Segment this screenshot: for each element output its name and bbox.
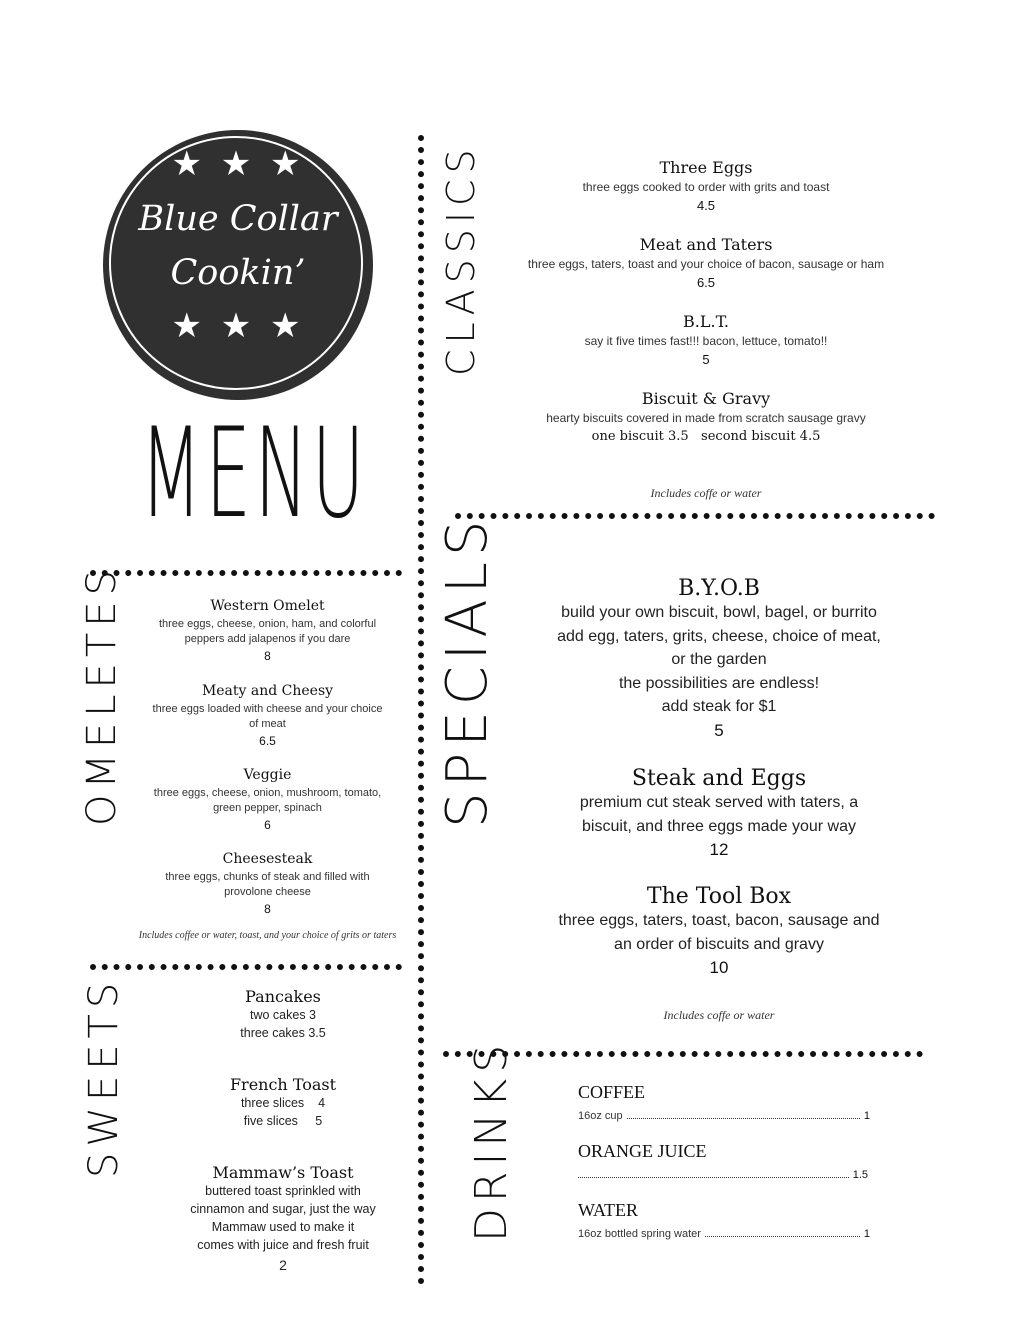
item-price: 10 [709, 958, 729, 977]
item-price: 5 [714, 720, 724, 740]
item-desc: three eggs, taters, toast and your choice of bacon, sausage or ham [527, 257, 885, 271]
item-name: Western Omelet [210, 598, 325, 614]
drink-coffee [578, 1082, 870, 1122]
item-name: Mammaw’s Toast [212, 1163, 354, 1182]
item-price: 6.5 [696, 275, 716, 290]
item-desc: 16oz cup [578, 1110, 623, 1122]
menu-title: MENU [140, 402, 368, 546]
omelets-note: Includes coffee or water, toast, and your choice of grits or taters [138, 930, 397, 941]
item-price: 8 [264, 649, 271, 663]
item-name: Steak and Eggs [631, 766, 807, 791]
item-name: ORANGE JUICE [578, 1141, 707, 1161]
dot-leader [578, 1168, 849, 1178]
classics-heading: CLASSICS [439, 143, 483, 376]
drink-water [578, 1200, 870, 1240]
dot-leader [627, 1109, 860, 1119]
item-price: 12 [709, 840, 729, 859]
item-desc-line: build your own biscuit, bowl, bagel, or burrito [561, 604, 877, 621]
divider-classics [455, 513, 935, 525]
item-line [578, 1227, 870, 1240]
item-name: Veggie [243, 767, 292, 783]
item-price: 1 [863, 1110, 870, 1122]
item-desc-line: an order of biscuits and gravy [614, 935, 824, 953]
item-name: Cheesesteak [222, 851, 313, 867]
special-byob [520, 576, 918, 741]
special-steak-and-eggs [520, 766, 918, 860]
item-name: Three Eggs [659, 158, 753, 177]
item-name: French Toast [229, 1075, 337, 1094]
classic-item [500, 158, 912, 235]
item-desc-line: add egg, taters, grits, cheese, choice of meat, [557, 627, 881, 645]
item-desc: say it five times fast!!! bacon, lettuce, tomato!! [584, 334, 828, 348]
logo-text-line1: Blue Collar [138, 199, 338, 239]
item-price: 5 [702, 352, 710, 367]
item-name: Pancakes [245, 987, 321, 1006]
sweet-mammaws-toast [163, 1163, 403, 1274]
item-price: 6 [264, 818, 271, 832]
item-desc: hearty biscuits covered in made from scratch sausage gravy [546, 411, 866, 425]
classic-item [500, 389, 912, 444]
item-desc: three eggs, chunks of steak and filled with provolone cheese [165, 871, 370, 898]
classic-item [500, 312, 912, 389]
item-name: Meaty and Cheesy [201, 683, 334, 699]
vertical-divider [418, 135, 430, 1285]
omelet-item [150, 767, 385, 851]
item-desc: three eggs loaded with cheese and your choice of meat [152, 703, 383, 730]
item-price: 8 [264, 902, 271, 916]
item-desc: three eggs cooked to order with grits and toast [582, 180, 830, 194]
item-desc-line: three cakes 3.5 [240, 1026, 326, 1040]
omelet-item [150, 598, 385, 683]
sweet-pancakes [163, 987, 403, 1042]
dot-leader [705, 1227, 860, 1237]
item-line [578, 1168, 868, 1181]
omelets-list [150, 598, 385, 916]
item-desc-line: premium cut steak served with taters, a [579, 794, 859, 811]
item-desc-line: three eggs, taters, toast, bacon, sausage and [558, 912, 880, 929]
item-name: The Tool Box [646, 884, 792, 909]
item-price: 1 [863, 1228, 870, 1240]
omelets-heading: OMELETES [79, 564, 125, 826]
specials-note: Includes coffe or water [663, 1008, 775, 1022]
omelet-item [150, 683, 385, 767]
item-desc: 16oz bottled spring water [578, 1228, 701, 1240]
specials-heading: SPECIALS [435, 514, 500, 828]
item-desc-line: two cakes 3 [249, 1008, 316, 1022]
divider-omelets [90, 570, 402, 582]
item-desc-line: Mammaw used to make it [211, 1220, 355, 1234]
sweet-french-toast [163, 1075, 403, 1130]
item-name: Biscuit & Gravy [641, 389, 771, 408]
item-name: WATER [578, 1200, 638, 1220]
item-desc-line: cinnamon and sugar, just the way [190, 1202, 376, 1216]
item-desc-line: add steak for $1 [661, 698, 777, 715]
special-tool-box [520, 884, 918, 978]
item-price: one biscuit 3.5 second biscuit 4.5 [591, 429, 821, 444]
item-name: B.L.T. [683, 312, 729, 331]
item-desc-line: the possibilities are endless! [618, 674, 820, 692]
item-name: B.Y.O.B [678, 576, 760, 601]
logo-stars-top: ★ ★ ★ [171, 144, 305, 184]
item-price: 2 [279, 1257, 287, 1273]
item-line [578, 1109, 870, 1122]
item-desc-line: biscuit, and three eggs made your way [582, 817, 856, 835]
sweets-heading: SWEETS [81, 976, 127, 1178]
divider-sweets [90, 964, 402, 976]
item-price: 6.5 [259, 734, 276, 748]
item-desc-line: or the garden [671, 651, 767, 668]
classics-note: Includes coffe or water [650, 486, 762, 500]
drink-orange-juice [578, 1141, 868, 1181]
omelet-item [150, 851, 385, 916]
classic-item [500, 235, 912, 312]
item-desc: three eggs, cheese, onion, ham, and colorful peppers add jalapenos if you dare [158, 618, 377, 645]
logo-badge [103, 130, 373, 400]
item-desc: three eggs, cheese, onion, mushroom, tomato, green pepper, spinach [153, 787, 382, 814]
classics-list [500, 158, 912, 444]
item-desc-line: three slices 4 [240, 1096, 326, 1110]
item-desc-line: buttered toast sprinkled with [205, 1184, 361, 1198]
item-price: 1.5 [852, 1169, 868, 1181]
drinks-heading: DRINKS [466, 1038, 517, 1242]
item-desc-line: comes with juice and fresh fruit [197, 1238, 369, 1252]
logo-text-line2: Cookin’ [170, 253, 306, 293]
item-name: Meat and Taters [639, 235, 773, 254]
item-name: COFFEE [578, 1082, 646, 1102]
item-desc-line: five slices 5 [243, 1114, 323, 1128]
item-price: 4.5 [696, 198, 716, 213]
logo-stars-bottom: ★ ★ ★ [171, 306, 305, 346]
